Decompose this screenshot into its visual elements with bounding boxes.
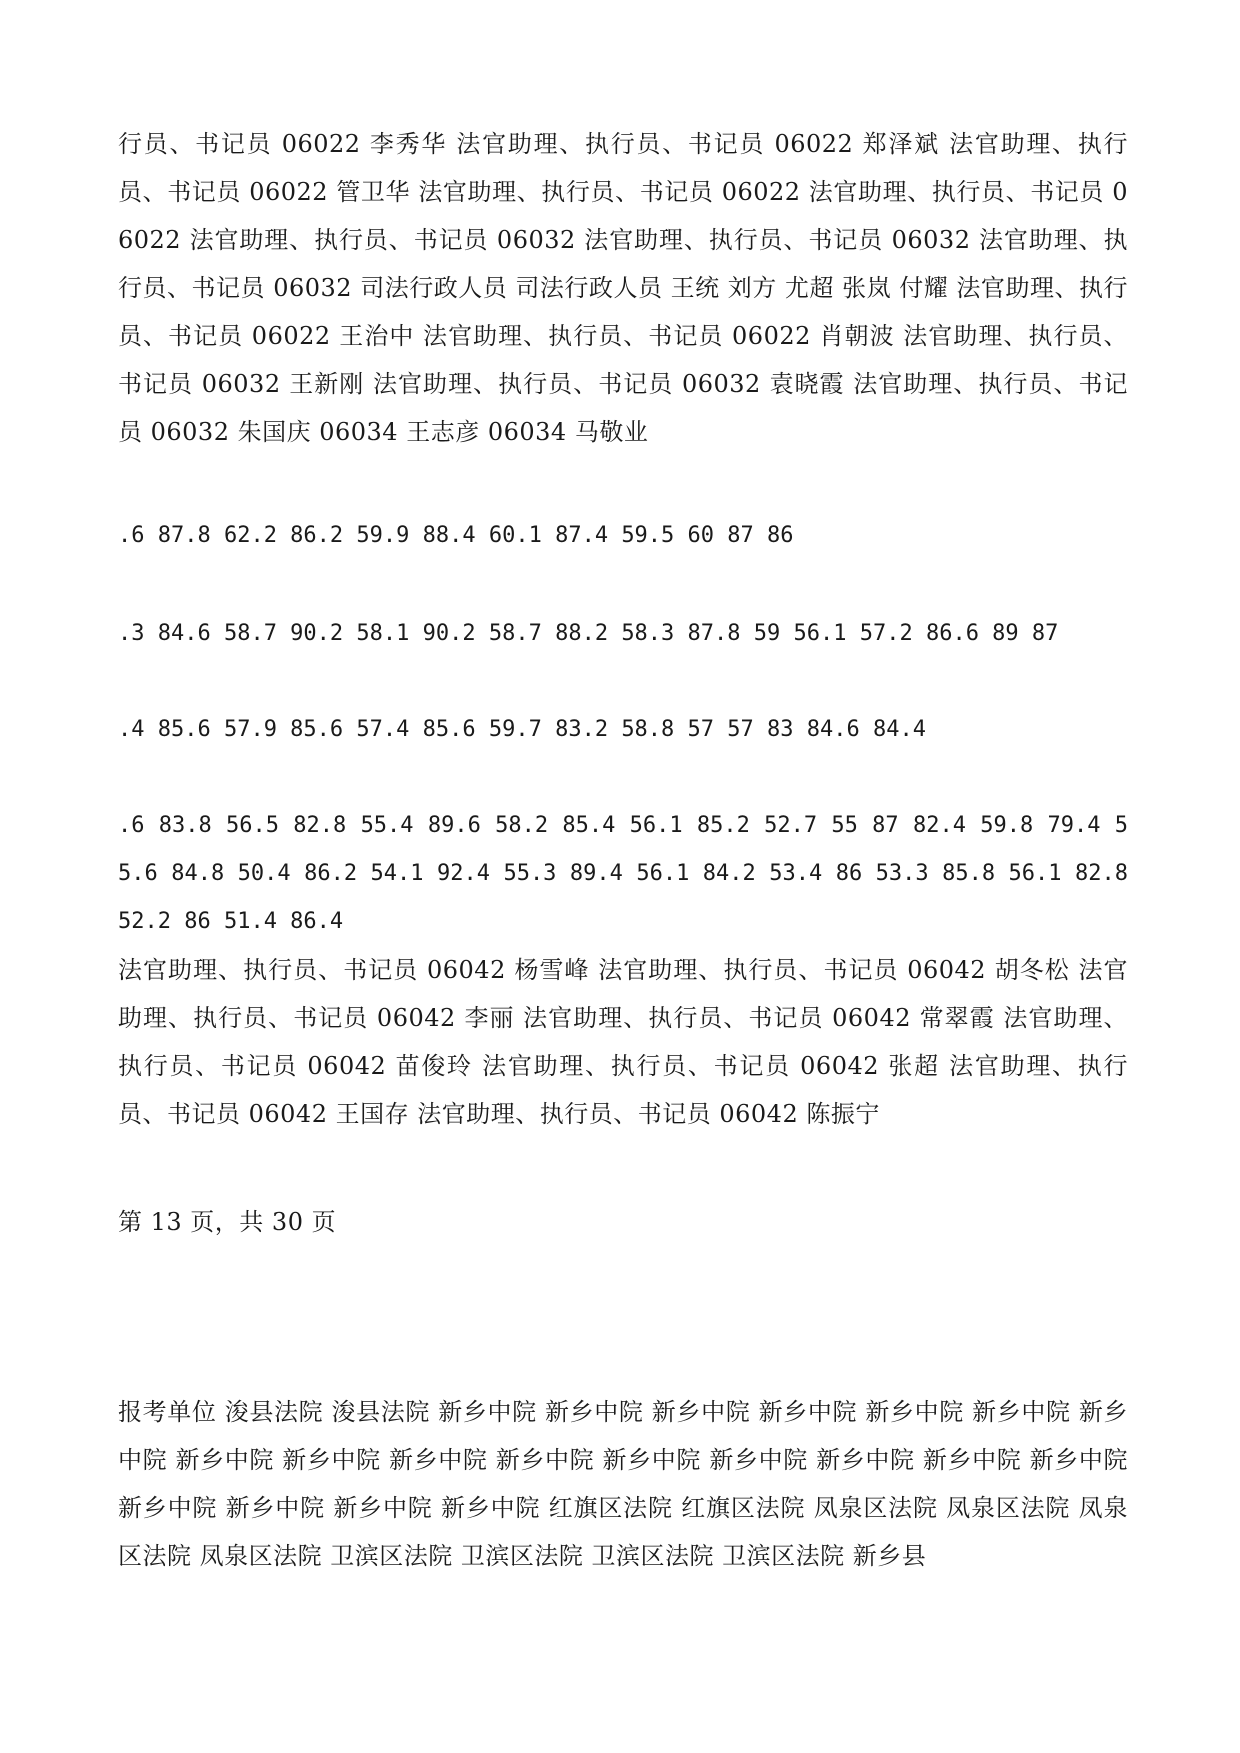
page-footer: 第 13 页，共 30 页 <box>118 1208 337 1236</box>
names-paragraph-1: 行员、书记员 06022 李秀华 法官助理、执行员、书记员 06022 郑泽斌 法官助理、执行员、书记员 06022 管卫华 法官助理、执行员、书记员 06022 法官助理、执行员、书记员 06022 法官助理、执行员、书记员 06032 法官助理、执行员、书记员 06032 法官助理、执行员、书记员 06032 司法行政人员 司法行政人员 王统 刘方 尤超 张岚 付耀 法官助理、执行员、书记员 06022 王治中 法官助理、执行员、书记员 06022 肖朝波 法官助理、执行员、书记员 06032 王新刚 法官助理、执行员、书记员 06032 袁晓霞 法官助理、执行员、书记员 06032 朱国庆 06034 王志彦 06034 马敬业 <box>118 130 1128 446</box>
scores-paragraph-4: .6 83.8 56.5 82.8 55.4 89.6 58.2 85.4 56.1 85.2 52.7 55 87 82.4 59.8 79.4 55.6 84.8 50.4 86.2 54.1 92.4 55.3 89.4 56.1 84.2 53.4 86 53.3 85.8 56.1 82.8 52.2 86 51.4 86.4 <box>118 813 1142 934</box>
scores-line-1: .6 87.8 62.2 86.2 59.9 88.4 60.1 87.4 59.5 60 87 86 <box>118 523 794 548</box>
scores-line-3: .4 85.6 57.9 85.6 57.4 85.6 59.7 83.2 58.8 57 57 83 84.6 84.4 <box>118 717 926 742</box>
names-paragraph-2: 法官助理、执行员、书记员 06042 杨雪峰 法官助理、执行员、书记员 06042 胡冬松 法官助理、执行员、书记员 06042 李丽 法官助理、执行员、书记员 06042 常翠霞 法官助理、执行员、书记员 06042 苗俊玲 法官助理、执行员、书记员 06042 张超 法官助理、执行员、书记员 06042 王国存 法官助理、执行员、书记员 06042 陈振宁 <box>118 956 1128 1128</box>
units-paragraph: 报考单位 浚县法院 浚县法院 新乡中院 新乡中院 新乡中院 新乡中院 新乡中院 新乡中院 新乡中院 新乡中院 新乡中院 新乡中院 新乡中院 新乡中院 新乡中院 新乡中院 新乡中院 新乡中院 新乡中院 新乡中院 新乡中院 新乡中院 红旗区法院 红旗区法院 凤泉区法院 凤泉区法院 凤泉区法院 凤泉区法院 卫滨区法院 卫滨区法院 卫滨区法院 卫滨区法院 新乡县 <box>118 1398 1137 1570</box>
scores-line-2: .3 84.6 58.7 90.2 58.1 90.2 58.7 88.2 58.3 87.8 59 56.1 57.2 86.6 89 87 <box>118 621 1059 646</box>
